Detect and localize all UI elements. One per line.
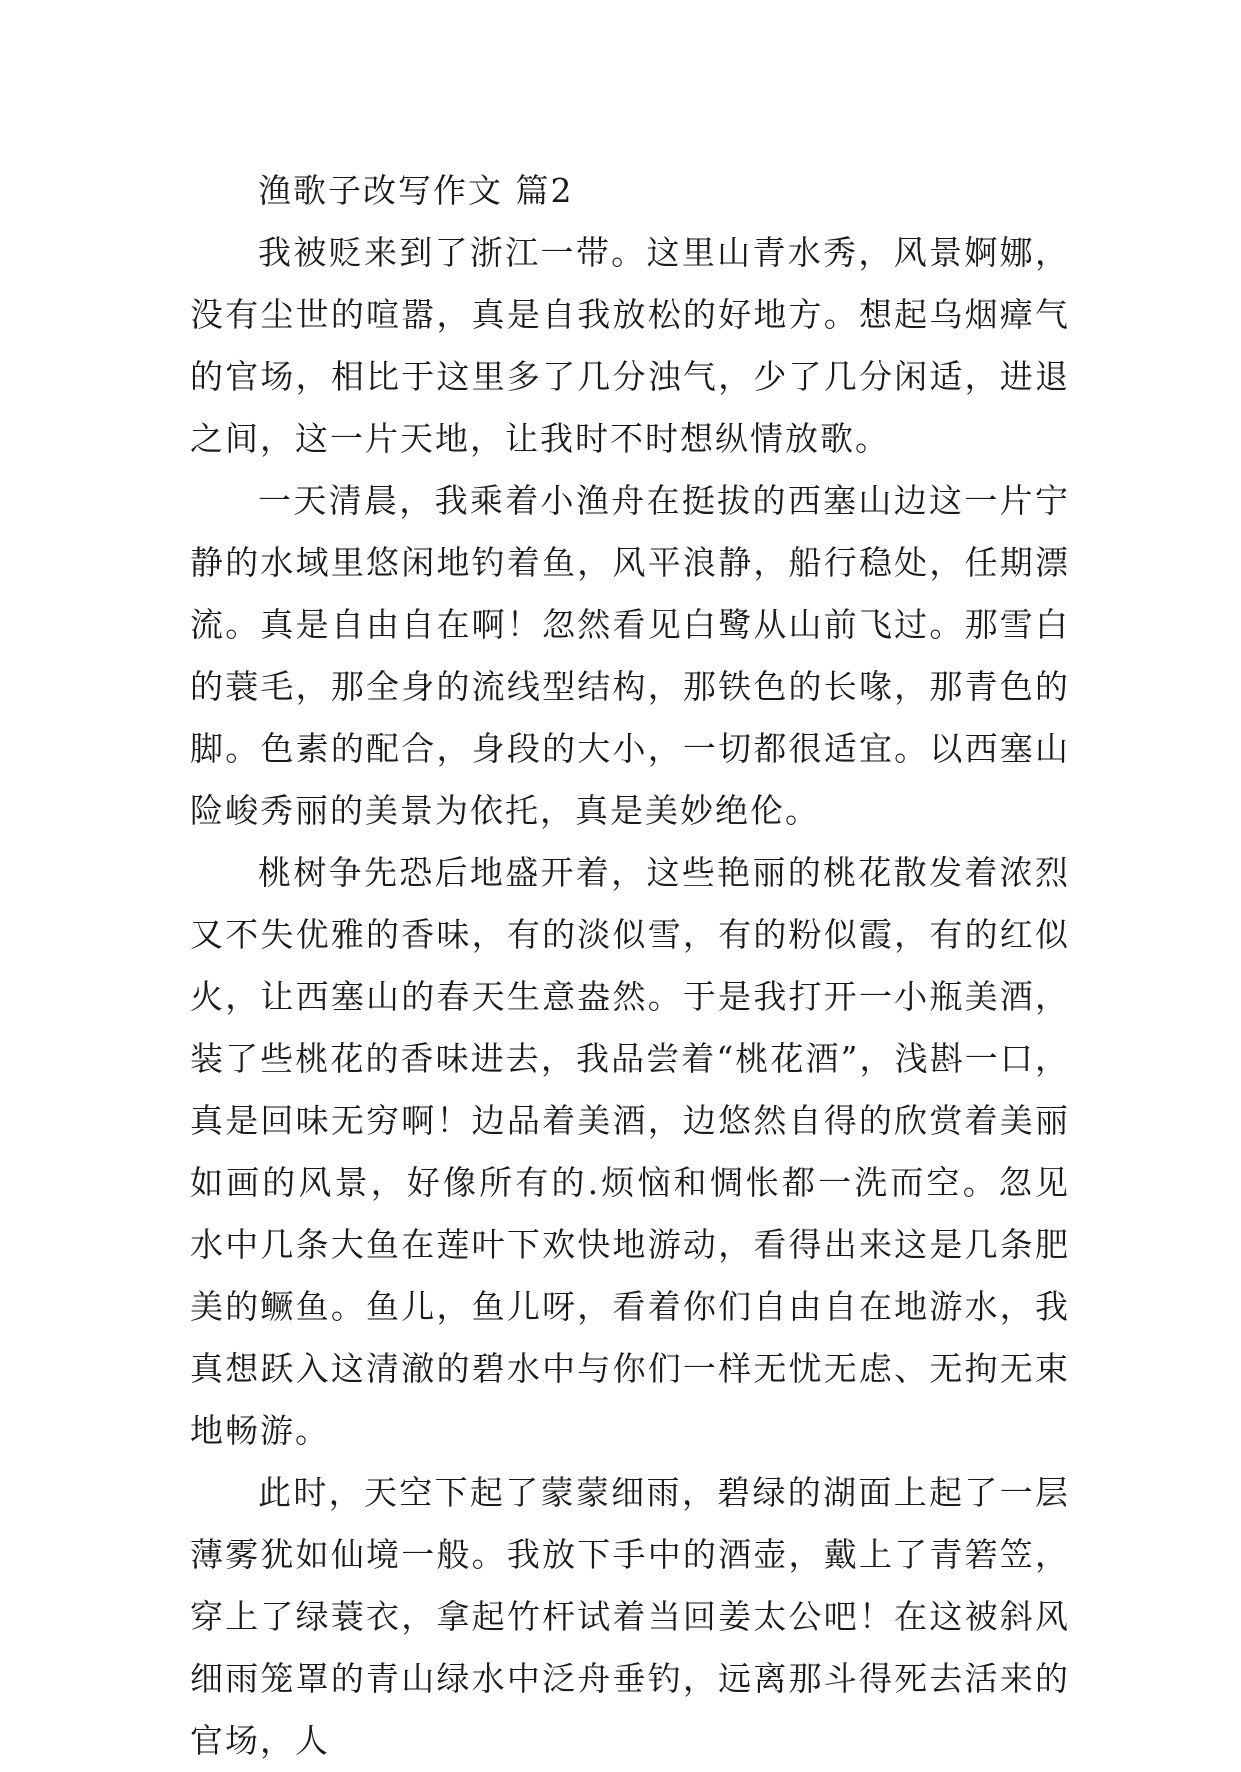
paragraph-3: 桃树争先恐后地盛开着，这些艳丽的桃花散发着浓烈又不失优雅的香味，有的淡似雪，有的粉似霞，有的红似火，让西塞山的春天生意盎然。于是我打开一小瓶美酒，装了些桃花的香味进去，我品尝着“桃花酒”，浅斟一口，真是回味无穷啊！边品着美酒，边悠然自得的欣赏着美丽如画的风景，好像所有的.烦恼和惆怅都一洗而空。忽见水中几条大鱼在莲叶下欢快地游动，看得出来这是几条肥美的鳜鱼。鱼儿，鱼儿呀，看着你们自由自在地游水，我真想跃入这清澈的碧水中与你们一样无忧无虑、无拘无束地畅游。 [190,853,1070,1450]
paragraph-4: 此时，天空下起了蒙蒙细雨，碧绿的湖面上起了一层薄雾犹如仙境一般。我放下手中的酒壶，戴上了青箬笠，穿上了绿蓑衣，拿起竹杆试着当回姜太公吧！在这被斜风细雨笼罩的青山绿水中泛舟垂钓，远离那斗得死去活来的官场，人 [190,1473,1070,1760]
document-title: 渔歌子改写作文 篇2 [258,171,574,210]
document-body [190,160,1070,1772]
paragraph-2: 一天清晨，我乘着小渔舟在挺拔的西塞山边这一片宁静的水域里悠闲地钓着鱼，风平浪静，船行稳处，任期漂流。真是自由自在啊！忽然看见白鹭从山前飞过。那雪白的蓑毛，那全身的流线型结构，那铁色的长喙，那青色的脚。色素的配合，身段的大小，一切都很适宜。以西塞山险峻秀丽的美景为依托，真是美妙绝伦。 [190,481,1070,830]
paragraph-1: 我被贬来到了浙江一带。这里山青水秀，风景婀娜，没有尘世的喧嚣，真是自我放松的好地方。想起乌烟瘴气的官场，相比于这里多了几分浊气，少了几分闲适，进退之间，这一片天地，让我时不时想纵情放歌。 [190,233,1070,458]
